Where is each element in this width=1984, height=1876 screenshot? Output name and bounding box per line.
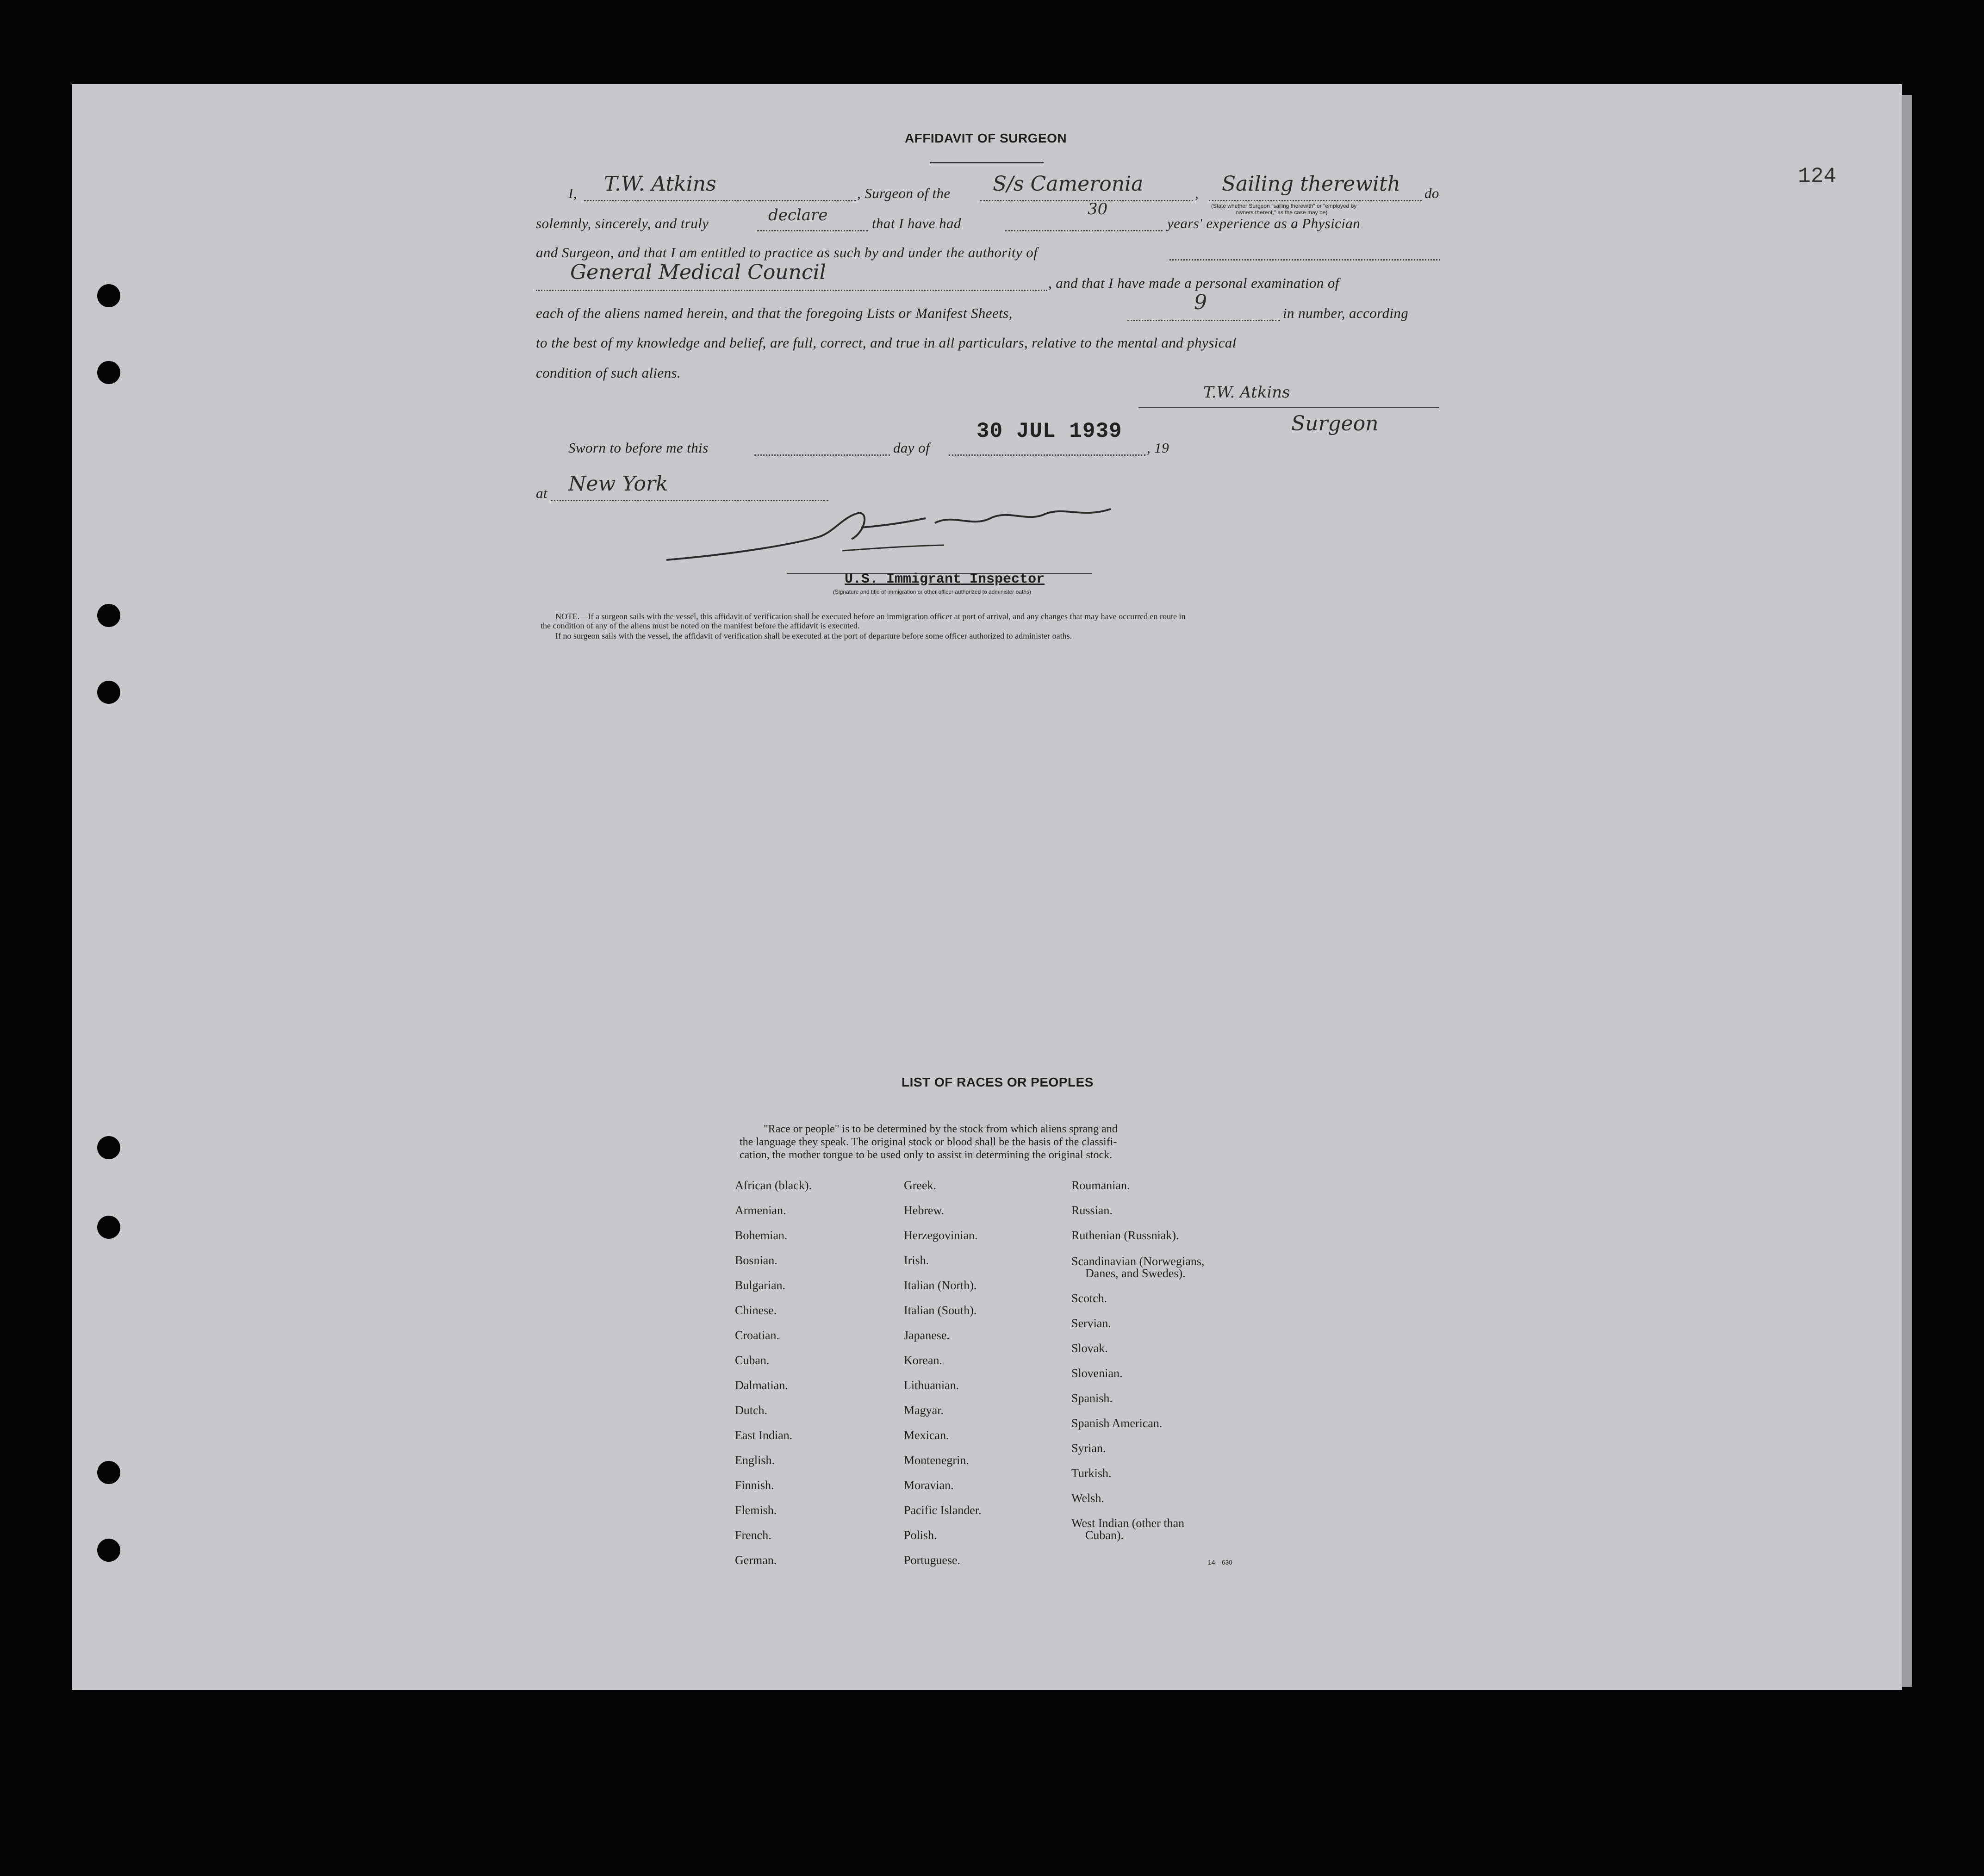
line5-a: each of the aliens named herein, and that the foregoing Lists or Manifest Sheets, xyxy=(536,305,1013,321)
race-item: Croatian. xyxy=(735,1329,780,1342)
years-field xyxy=(1005,230,1163,231)
line6: to the best of my knowledge and belief, are full, correct, and true in all particulars, relative to the mental and physical xyxy=(536,335,1237,351)
affidavit-title: AFFIDAVIT OF SURGEON xyxy=(905,131,1067,145)
place: New York xyxy=(568,472,668,496)
sworn-day-field xyxy=(754,454,890,456)
race-item: Bulgarian. xyxy=(735,1279,786,1292)
note-line3: If no surgeon sails with the vessel, the affidavit of verification shall be executed at the port of departure before some officer authorized to administer oaths. xyxy=(555,631,1072,640)
race-item: West Indian (other than xyxy=(1071,1516,1185,1530)
races-title: LIST OF RACES OR PEOPLES xyxy=(902,1075,1094,1089)
race-item: East Indian. xyxy=(735,1429,793,1442)
race-item: Mexican. xyxy=(904,1429,949,1442)
race-item: Scandinavian (Norwegians, xyxy=(1071,1255,1205,1268)
race-item: Armenian. xyxy=(735,1204,786,1217)
race-item: Cuban). xyxy=(1085,1528,1124,1542)
race-item: Irish. xyxy=(904,1254,929,1267)
race-item: Finnish. xyxy=(735,1478,774,1492)
races-intro-1: "Race or people" is to be determined by the stock from which aliens sprang and xyxy=(764,1123,1118,1135)
line3: and Surgeon, and that I am entitled to practice as such by and under the authority of xyxy=(536,244,1038,261)
capacity: Sailing therewith xyxy=(1222,172,1400,196)
sworn-a: Sworn to before me this xyxy=(568,440,709,456)
race-item: Servian. xyxy=(1071,1317,1111,1330)
line5-b: in number, according xyxy=(1283,305,1409,321)
race-item: Lithuanian. xyxy=(904,1379,959,1392)
line1-prefix: I, xyxy=(568,185,577,201)
race-item: Herzegovinian. xyxy=(904,1229,978,1242)
race-item: Dalmatian. xyxy=(735,1379,788,1392)
surgeon-name-field xyxy=(584,200,856,201)
race-item: Dutch. xyxy=(735,1404,768,1417)
form-code: 14—630 xyxy=(1208,1559,1232,1566)
race-item: Danes, and Swedes). xyxy=(1085,1267,1186,1280)
inspector-caption: (Signature and title of immigration or other officer authorized to administer oaths) xyxy=(833,589,1031,595)
race-item: Cuban. xyxy=(735,1354,770,1367)
note-line2: the condition of any of the aliens must be noted on the manifest before the affidavit is executed. xyxy=(541,621,860,630)
race-item: Flemish. xyxy=(735,1503,777,1517)
inspector-title: U.S. Immigrant Inspector xyxy=(845,571,1045,587)
authority-field xyxy=(536,290,1047,291)
race-item: Moravian. xyxy=(904,1478,954,1492)
race-item: Italian (North). xyxy=(904,1279,977,1292)
capacity-note-1: (State whether Surgeon "sailing therewith" or "employed by xyxy=(1211,203,1357,209)
race-item: Greek. xyxy=(904,1179,937,1192)
race-item: Montenegrin. xyxy=(904,1454,969,1467)
declaration-field xyxy=(757,230,868,231)
race-item: Spanish American. xyxy=(1071,1416,1163,1430)
page-number: 124 xyxy=(1798,164,1836,188)
line1-mid: , Surgeon of the xyxy=(857,185,951,201)
race-item: Slovak. xyxy=(1071,1342,1108,1355)
race-item: Turkish. xyxy=(1071,1466,1112,1480)
binder-hole xyxy=(97,1136,120,1159)
capacity-note-2: owners thereof," as the case may be) xyxy=(1236,209,1328,216)
sheets-field xyxy=(1127,320,1280,321)
race-item: Japanese. xyxy=(904,1329,950,1342)
title-underline xyxy=(930,162,1044,163)
race-item: Spanish. xyxy=(1071,1391,1113,1405)
binder-hole xyxy=(97,361,120,384)
race-item: Hebrew. xyxy=(904,1204,945,1217)
race-item: African (black). xyxy=(735,1179,812,1192)
races-intro-3: cation, the mother tongue to be used only to assist in determining the original stock. xyxy=(740,1149,1113,1161)
years: 30 xyxy=(1088,200,1108,218)
race-item: Portuguese. xyxy=(904,1553,961,1567)
line4-end: , and that I have made a personal examination of xyxy=(1048,275,1339,291)
line2-a: solemnly, sincerely, and truly xyxy=(536,215,709,231)
surgeon-signature: T.W. Atkins xyxy=(1203,383,1290,402)
race-item: Slovenian. xyxy=(1071,1367,1123,1380)
race-item: German. xyxy=(735,1553,777,1567)
binder-hole xyxy=(97,604,120,627)
note-line1: NOTE.—If a surgeon sails with the vessel, this affidavit of verification shall be executed before an immigration officer at port of arrival, and any changes that may have occurred en route in xyxy=(555,612,1186,621)
race-item: English. xyxy=(735,1454,775,1467)
binder-hole xyxy=(97,1461,120,1484)
race-item: Polish. xyxy=(904,1528,937,1542)
line2-b: that I have had xyxy=(872,215,961,231)
line2-c: years' experience as a Physician xyxy=(1167,215,1361,231)
capacity-field xyxy=(1209,200,1422,201)
vessel-field xyxy=(980,200,1193,201)
vessel-name: S/s Cameronia xyxy=(993,172,1144,196)
race-item: Roumanian. xyxy=(1071,1179,1130,1192)
sworn-c: , 19 xyxy=(1147,440,1169,456)
race-item: French. xyxy=(735,1528,771,1542)
race-item: Magyar. xyxy=(904,1404,944,1417)
binder-hole xyxy=(97,681,120,704)
race-item: Chinese. xyxy=(735,1304,777,1317)
declaration: declare xyxy=(768,206,828,224)
race-item: Pacific Islander. xyxy=(904,1503,982,1517)
document-page xyxy=(72,84,1902,1690)
race-item: Welsh. xyxy=(1071,1491,1104,1505)
race-item: Korean. xyxy=(904,1354,943,1367)
race-item: Ruthenian (Russniak). xyxy=(1071,1229,1179,1242)
line7: condition of such aliens. xyxy=(536,365,681,381)
race-item: Syrian. xyxy=(1071,1441,1106,1455)
surgeon-signature-line xyxy=(1138,407,1439,408)
race-item: Russian. xyxy=(1071,1204,1113,1217)
sworn-b: day of xyxy=(893,440,930,456)
line1-comma: , xyxy=(1195,185,1199,201)
binder-hole xyxy=(97,1539,120,1562)
race-item: Italian (South). xyxy=(904,1304,977,1317)
race-item: Scotch. xyxy=(1071,1292,1107,1305)
page-edge xyxy=(1902,95,1912,1687)
race-item: Bosnian. xyxy=(735,1254,777,1267)
at-label: at xyxy=(536,485,547,501)
sworn-month-field xyxy=(949,454,1145,456)
race-item: Bohemian. xyxy=(735,1229,788,1242)
authority-top-field xyxy=(1169,259,1440,261)
authority: General Medical Council xyxy=(570,261,826,284)
binder-hole xyxy=(97,1216,120,1239)
races-intro-2: the language they speak. The original stock or blood shall be the basis of the classifi- xyxy=(740,1136,1117,1148)
line1-end: do xyxy=(1424,185,1439,201)
surgeon-title: Surgeon xyxy=(1291,412,1379,435)
date-stamp: 30 JUL 1939 xyxy=(976,419,1122,443)
binder-hole xyxy=(97,284,120,307)
sheets-count: 9 xyxy=(1194,291,1207,314)
surgeon-name: T.W. Atkins xyxy=(604,172,716,196)
